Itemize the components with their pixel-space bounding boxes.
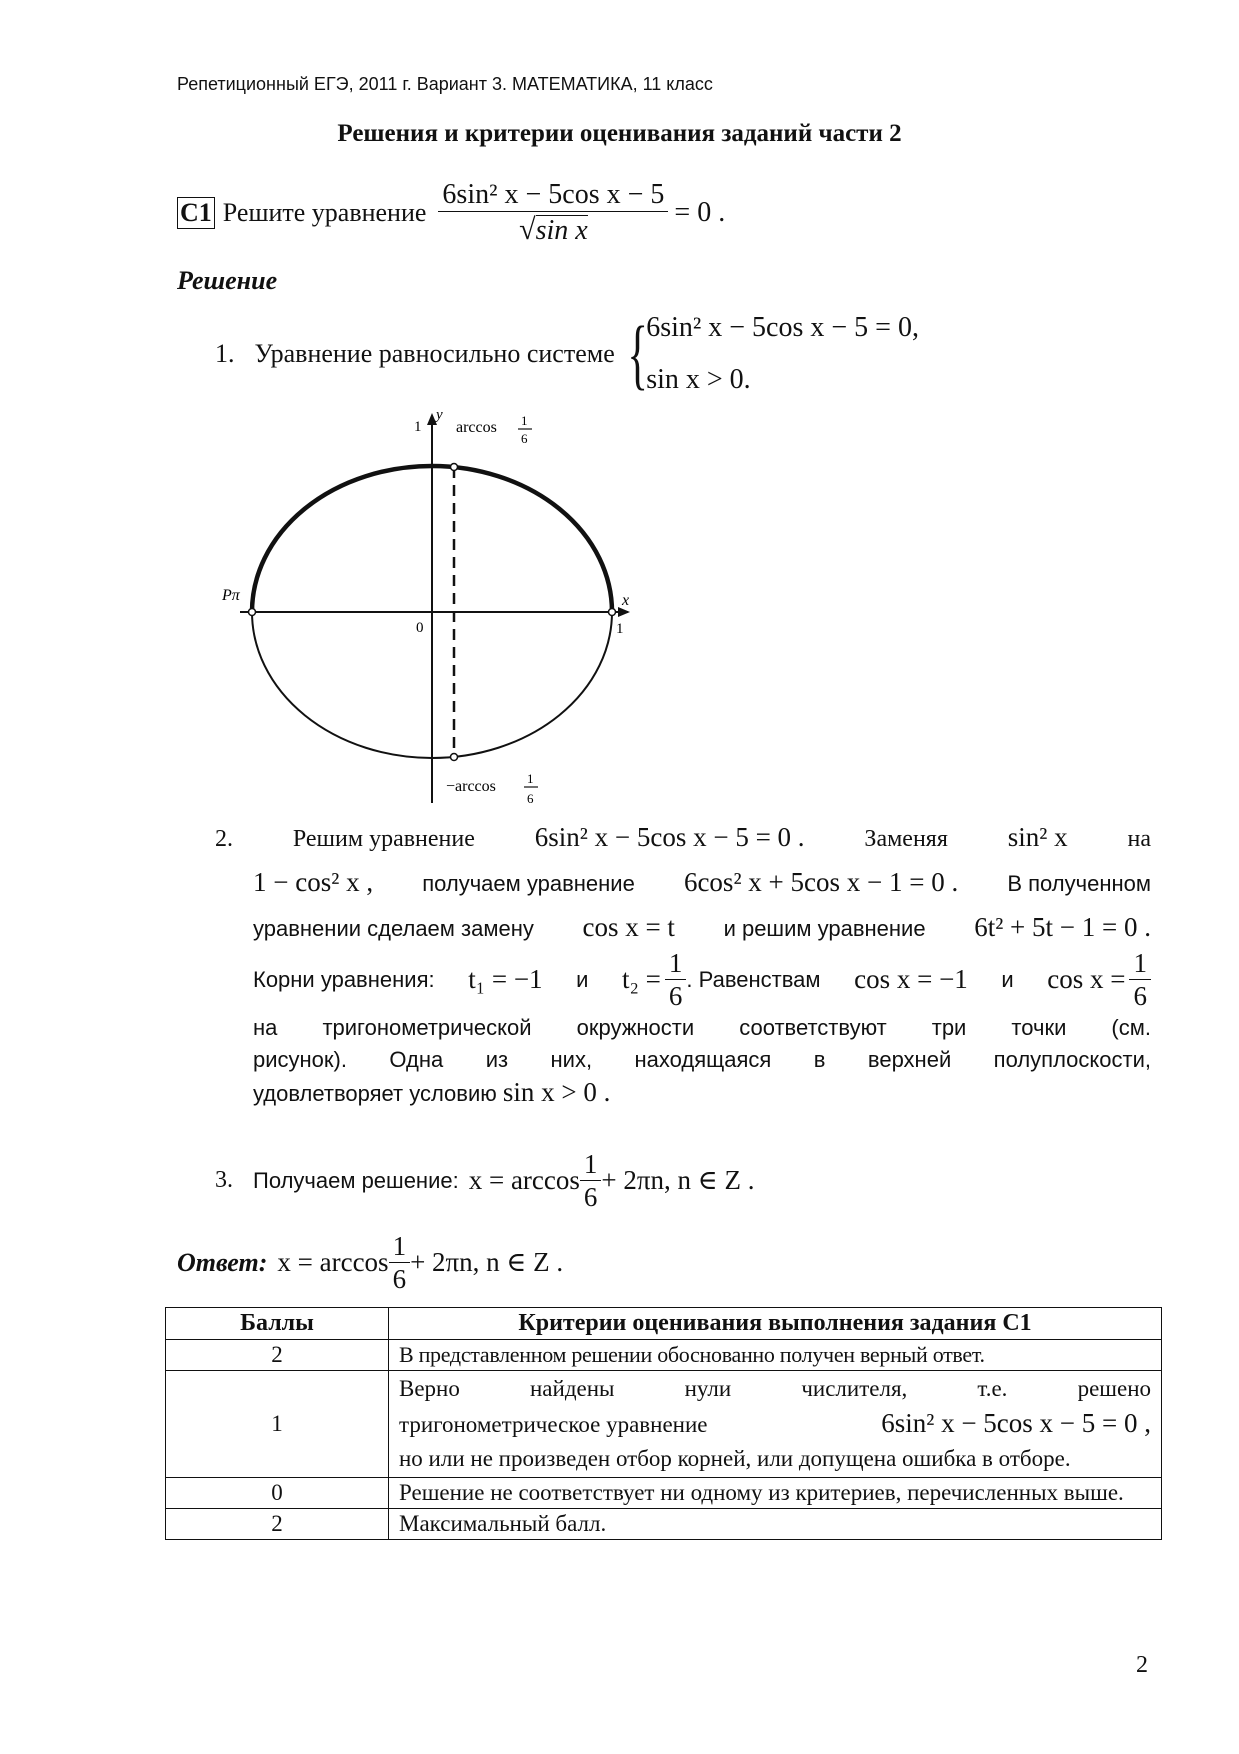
step-2-l4h: cos x = [1047,964,1126,995]
step-2-l2c: 6cos² x + 5cos x − 1 = 0 . [683,867,959,897]
arccos-label: arccos [456,419,497,436]
page-title: Решения и критерии оценивания заданий части 2 [337,120,902,147]
task-fraction [438,180,668,246]
step-2-l3c: и решим уравнение [723,916,926,941]
answer-rhs: + 2πn, n ∈ Z . [410,1247,564,1278]
step-3-lhs: x = arccos [468,1165,580,1196]
task-numerator: 6sin² x − 5cos x − 5 [438,180,668,212]
step-2 [215,822,1151,1108]
answer-frac: $\frac{1}{6}$ [389,1232,411,1294]
x-one-label: 1 [616,621,624,637]
step-2-line-5: на тригонометрической окружности соответствуют три точки (см. [253,1014,1151,1040]
step-2-l4b: t₁ = −1 [468,964,543,995]
step-3-frac: $\frac{1}{6}$ [580,1150,602,1212]
criteria-table [165,1307,1162,1540]
arccos-frac-den: 6 [521,431,528,446]
step-1-number: 1. [215,339,235,368]
y-axis-label: y [436,407,443,423]
step-2-l4c: и [576,966,589,992]
step-3-number: 3. [215,1167,233,1194]
step-2-l1e: на [1127,826,1151,852]
sqrt-icon: √ [519,213,536,247]
step-2-line-7 [253,1077,1151,1108]
task-denominator: √ sin x [519,213,588,247]
step-2-l1d: sin² x [1007,822,1068,852]
step-2-l4d: t₂ = [622,964,661,995]
step-3-text: Получаем решение: [253,1167,459,1193]
step-2-l3b: cos x = t [582,912,675,942]
step-2-l7a: удовлетворяет условию [253,1080,497,1106]
trig-circle-figure [200,405,660,815]
answer [177,1232,563,1294]
point-p-pi [249,609,256,616]
step-2-line-3 [253,912,1151,943]
step-2-l1b: 6sin² x − 5cos x − 5 = 0 . [534,822,805,852]
table-cell-criteria: В представленном решении обоснованно получен верный ответ. [389,1340,1162,1371]
table-cell-points: 1 [166,1371,389,1478]
table-cell-criteria: Решение не соответствует ни одному из критериев, перечисленных выше. [389,1478,1162,1509]
table-row [166,1371,1162,1478]
step-2-l2d: В полученном [1007,871,1151,896]
task-label: C1 [177,197,215,229]
step-2-line-2 [253,867,1151,898]
minus-arccos-label: −arccos [446,778,496,795]
step-3-rhs: + 2πn, n ∈ Z . [601,1165,755,1196]
task-rhs: = 0 . [674,196,726,228]
step-2-l4f: cos x = −1 [854,964,968,995]
step-2-l7b: sin x > 0 . [502,1076,611,1107]
answer-lhs: x = arccos [277,1247,389,1278]
step-2-number: 2. [215,826,233,852]
arccos-frac-num: 1 [521,413,528,428]
answer-label: Ответ: [177,1247,268,1277]
step-2-l1c: Заменяя [864,826,948,852]
table-header-criteria: Критерии оценивания выполнения задания С1 [389,1308,1162,1340]
table-header-points: Баллы [166,1308,389,1340]
x-axis-label: x [622,592,630,609]
step-1-text: Уравнение равносильно системе [254,339,615,368]
step-2-l3a: уравнении сделаем замену [253,916,534,941]
step-2-l4e: . Равенствам [686,966,821,992]
table-cell-points: 2 [166,1340,389,1371]
minus-arccos-frac-den: 6 [527,791,534,806]
minus-arccos-frac-num: 1 [527,771,534,786]
task-c1 [177,180,725,246]
step-2-l4a: Корни уравнения: [253,966,435,992]
task-text: Решите уравнение [222,197,427,227]
point-arccos [451,464,458,471]
table-header-row [166,1308,1162,1340]
step-3 [215,1150,755,1212]
table-row [166,1478,1162,1509]
point-minus-arccos [451,754,458,761]
origin-label: 0 [416,620,424,636]
system-brace: { [627,310,648,397]
step-2-line-6: рисунок). Одна из них, находящаяся в верхней полуплоскости, [253,1046,1151,1072]
point-zero [609,609,616,616]
table-cell-criteria: Верно найдены нули числителя, т.е. решено тригонометрическое уравнение 6sin² x − 5cos x − 5 = 0 , но или не произведен отбор корней, или допущена ошибка в отборе. [389,1371,1162,1478]
step-2-line-1 [215,822,1151,853]
table-cell-points: 2 [166,1509,389,1540]
step-2-l2b: получаем уравнение [422,871,635,896]
step-2-frac-cos: $\frac{1}{6}$ [1129,949,1151,1011]
system-eq-1: 6sin² x − 5cos x − 5 = 0, [646,312,919,343]
page-number: 2 [1136,1652,1148,1678]
step-2-l2a: 1 − cos² x , [253,867,374,897]
step-2-l4g: и [1001,966,1014,992]
step-1 [215,302,919,406]
table-cell-criteria: Максимальный балл. [389,1509,1162,1540]
system-eq-2: sin x > 0. [646,364,751,395]
table-row [166,1509,1162,1540]
p-pi-label: Pπ [222,587,240,604]
table-cell-points: 0 [166,1478,389,1509]
table-row [166,1340,1162,1371]
page-header: Репетиционный ЕГЭ, 2011 г. Вариант 3. МАТЕМАТИКА, 11 класс [177,74,713,94]
step-2-frac-t2: $\frac{1}{6}$ [665,949,687,1011]
step-2-line-4 [253,949,1151,1011]
y-one-label: 1 [414,419,422,435]
step-2-l3d: 6t² + 5t − 1 = 0 . [974,912,1151,942]
solution-heading: Решение [177,266,278,295]
step-2-l1a: Решим уравнение [292,826,475,852]
